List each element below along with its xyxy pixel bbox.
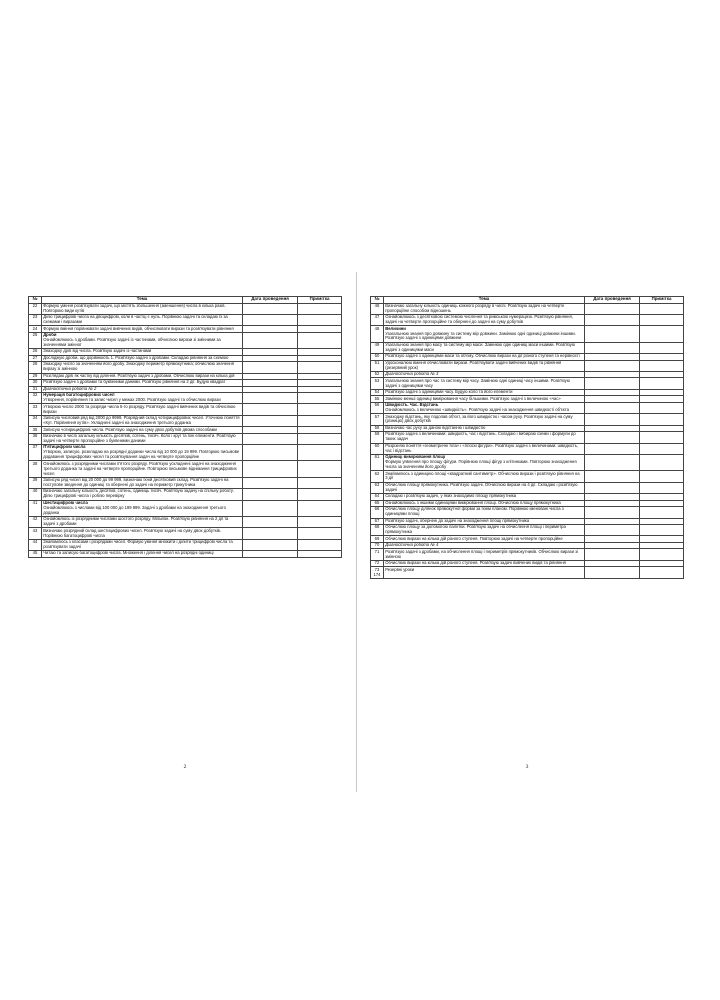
lesson-topic: Записую числовий ряд від 2000 до 9999. Розрядний склад чотирицифрових чисел. Уточнюю поняття «Кут. Порівняння кутів». Укладнені задачі на знаходження третього доданка: [42, 415, 243, 426]
lesson-topic: Величини Узагальнюю знання про довжину та систему мір довжини. Замінюю одні одиниці довжини іншими. Розв'язую задачі з одиницями довжини: [384, 326, 585, 342]
date-cell[interactable]: [585, 471, 640, 482]
date-cell[interactable]: [585, 454, 640, 470]
date-cell[interactable]: [585, 432, 640, 443]
lesson-number: 56: [371, 402, 384, 413]
date-cell[interactable]: [243, 516, 298, 527]
lesson-number: 48: [371, 326, 384, 342]
note-cell[interactable]: [298, 500, 342, 516]
table-row: [371, 482, 684, 493]
date-cell[interactable]: [585, 567, 640, 578]
lesson-topic: Узагальнюю знання про масу та систему мір маси. Замінюю одні одиниці маси іншими. Розв'язую задачі з одиницями маси: [384, 342, 585, 353]
lesson-number: 45: [29, 551, 42, 558]
lesson-topic: Обчислюю площу ділянок прямокутної форми за їхнім планом. Порівнюю іменовані числа з одиницями площі: [384, 507, 585, 518]
lesson-topic: Дроби Ознайомлююсь з дробами. Розв'язую задачі із частинами, обчислюю вирази зі змінними за значеннями змінної: [42, 332, 243, 348]
date-cell[interactable]: [243, 539, 298, 550]
date-cell[interactable]: [585, 482, 640, 493]
lesson-topic: Досліджую дроби, що дорівнюють 1. Розв'язую задачі з дробами. Складаю рівняння за схемою: [42, 355, 243, 362]
lesson-number: 55: [371, 396, 384, 403]
note-cell[interactable]: [298, 539, 342, 550]
lesson-number: 66: [371, 507, 384, 518]
table-row: [371, 342, 684, 353]
lesson-topic: Розв'язую задачі з дробами та буквеними даними. Розв'язую рівняння на 2 дії. Будую квадрат: [42, 380, 243, 387]
lesson-number: 38: [29, 461, 42, 477]
table-row: [29, 551, 342, 558]
page-number: 3: [525, 764, 529, 770]
date-cell[interactable]: [585, 549, 640, 560]
lesson-number: 42: [29, 516, 42, 527]
lesson-topic: Обчислюю площу за допомогою палетки. Розв'язую задачі на обчислення площі і периметра прямокутника: [384, 525, 585, 536]
table-row: [29, 477, 342, 488]
lesson-number: 36: [29, 433, 42, 444]
lesson-number: 39: [29, 477, 42, 488]
note-cell[interactable]: [640, 482, 684, 493]
table-row: [29, 362, 342, 373]
lesson-topic: Удосконалюю вміння обчислювати вирази. Розв'язувати задачі вивчених видів та рівняння (резервний урок): [384, 360, 585, 371]
lesson-number: 60: [371, 443, 384, 454]
date-cell[interactable]: [243, 314, 298, 325]
date-cell[interactable]: [585, 402, 640, 413]
date-cell[interactable]: [243, 500, 298, 516]
table-row: [371, 507, 684, 518]
note-cell[interactable]: [298, 477, 342, 488]
date-cell[interactable]: [585, 360, 640, 371]
lesson-number: 34: [29, 415, 42, 426]
note-cell[interactable]: [298, 393, 342, 404]
page-right: [370, 296, 684, 776]
lesson-topic: Читаю та записую багатоцифрові числа. Множення і ділення чисел на розрядні одиниці: [42, 551, 243, 558]
note-cell[interactable]: [640, 432, 684, 443]
date-cell[interactable]: [243, 433, 298, 444]
lesson-topic: Ознайомлююсь з десятковою системою числення та римською нумерацією. Розв'язую рівняння, задачі на четверте пропорційне та обернені до задачі на суму добутків: [384, 314, 585, 325]
table-row: [371, 525, 684, 536]
lesson-number: 32: [29, 393, 42, 404]
lesson-topic: Визначаю загальну кількість одиниць кожного розряду в числі. Розв'язую задачі на четверте пропорційне способом відношень: [384, 303, 585, 314]
page-spread-divider: [356, 272, 357, 792]
date-cell[interactable]: [585, 525, 640, 536]
section-heading: П'ятицифрові числа: [43, 444, 86, 450]
lesson-number: 53: [371, 378, 384, 389]
note-cell[interactable]: [640, 303, 684, 314]
lesson-topic: Розв'язую задачі з величинами: швидкість, час і відстань. Складаю і вибираю схеми і формули до таких задач: [384, 432, 585, 443]
lesson-number: 73 174: [371, 567, 384, 578]
table-row: [371, 360, 684, 371]
table-row: [29, 314, 342, 325]
lesson-topic: Знайомлюсь з класами і розрядами чисел. Формую уміння множити і ділити трицифрові числа та розв'язувати задачі: [42, 539, 243, 550]
table-row: [371, 326, 684, 342]
table-row: [371, 567, 684, 578]
lesson-topic: Розрізняю поняття «геометричні тіла» і «плоскі фігури». Розв'язую задачі з величинами: швидкість, час і відстань: [384, 443, 585, 454]
date-cell[interactable]: [585, 342, 640, 353]
table-row: [29, 332, 342, 348]
date-cell[interactable]: [243, 393, 298, 404]
date-cell[interactable]: [243, 303, 298, 314]
lesson-number: 46: [371, 303, 384, 314]
note-cell[interactable]: [298, 314, 342, 325]
header-date: Дата проведення: [243, 297, 298, 304]
lesson-topic: Обчислюю вирази на кілька дій різного ступеня. Розв'язую задачі вивчених видів та рівняння: [384, 560, 585, 567]
lesson-number: 52: [371, 371, 384, 378]
lesson-number: 47: [371, 314, 384, 325]
lesson-topic: Ознайомлюсь із розрядними числами шостого розряду. Мільйон. Розв'язую рівняння на 2 дії та задачі з дробами: [42, 516, 243, 527]
lesson-number: 63: [371, 482, 384, 493]
lesson-topic: Визначаю розрядний склад шестицифрових чисел. Розв'язую задачі на суму двох добутків. Порівнюю багатоцифрові числа: [42, 528, 243, 539]
table-row: [29, 528, 342, 539]
lesson-number: 35: [29, 427, 42, 434]
lesson-topic: Шестицифрові числа Ознайомлююсь з числами від 100 000 до 199 999. Задачі з дробами на знаходження третього доданка: [42, 500, 243, 516]
table-row: [29, 303, 342, 314]
lesson-topic: Знайомлюсь з одиницею площі «квадратний сантиметр». Обчислюю вирази і розв'язую рівняння на 3 дії: [384, 471, 585, 482]
lesson-topic: Ознайомлююсь з іншими одиницями вимірювання площі. Обчислюю площу прямокутника: [384, 500, 585, 507]
lesson-topic: Діагностична робота № 2: [42, 386, 243, 393]
header-note: Примітка: [640, 297, 684, 304]
lesson-topic: Одиниці вимірювання площі Формую уявлення про площу фігури. Порівнюю площі фігур з клітинками. Повторюю знаходження числа за значенням його дробу: [384, 454, 585, 470]
table-row: [371, 378, 684, 389]
lesson-topic: Утворюю число 2000 та розряди числа 5-го розряду. Розв'язую задачі вивчених видів та обчислюю вирази: [42, 404, 243, 415]
header-topic: Тема: [42, 297, 243, 304]
lesson-topic: Резервні уроки: [384, 567, 585, 578]
note-cell[interactable]: [640, 342, 684, 353]
lesson-topic: Узагальнюю знання про час та систему мір часу. Замінюю одні одиниці часу іншими. Розв'язую задачі з одиницями часу: [384, 378, 585, 389]
lesson-number: 31: [29, 386, 42, 393]
table-body-right: [371, 303, 684, 578]
note-cell[interactable]: [640, 326, 684, 342]
table-body-left: [29, 303, 342, 557]
lesson-topic: Розглядаю дріб як частку від ділення. Розв'язую задачі з дробами. Обчислюю вирази на кілька дій: [42, 373, 243, 380]
lesson-topic: Обчислюю площу прямокутника. Розв'язую задачі. Обчислюю вирази на 4 дії. Складаю і розв'язую задачі: [384, 482, 585, 493]
lesson-topic: Ділю трицифрові числа на двоцифрові, коли в частці є нуль. Порівнюю задачі та складаю їх за схемами і виразами: [42, 314, 243, 325]
lesson-table-right: [370, 296, 684, 579]
date-cell[interactable]: [585, 303, 640, 314]
header-num: №: [371, 297, 384, 304]
header-note: Примітка: [298, 297, 342, 304]
lesson-number: 61: [371, 454, 384, 470]
lesson-number: 24: [29, 326, 42, 333]
note-cell[interactable]: [640, 567, 684, 578]
note-cell[interactable]: [298, 516, 342, 527]
lesson-number: 44: [29, 539, 42, 550]
date-cell[interactable]: [585, 326, 640, 342]
section-heading: Швидкість. Час. Відстань: [385, 402, 439, 408]
table-row: [371, 443, 684, 454]
lesson-topic: Складаю і розв'язую задачі, у яких знаходимо площу прямокутника: [384, 494, 585, 501]
table-row: [29, 433, 342, 444]
note-cell[interactable]: [298, 332, 342, 348]
lesson-topic: Визначаю в числі загальну кількість десятків, сотень, тисяч. Коло і круг та їхні елементи. Розв'язую задачі на четверте пропорційне з буквеними даними: [42, 433, 243, 444]
header-date: Дата проведення: [585, 297, 640, 304]
note-cell[interactable]: [640, 507, 684, 518]
note-cell[interactable]: [298, 528, 342, 539]
table-row: [29, 500, 342, 516]
table-row: [371, 471, 684, 482]
lesson-number: 72: [371, 560, 384, 567]
table-row: [29, 489, 342, 500]
note-cell[interactable]: [640, 471, 684, 482]
section-heading: Нумерація багатоцифрових чисел: [43, 392, 115, 398]
table-row: [371, 414, 684, 425]
lesson-number: 33: [29, 404, 42, 415]
date-cell[interactable]: [243, 404, 298, 415]
table-row: [371, 402, 684, 413]
lesson-topic: Нумерація багатоцифрових чисел Утворення, порівняння та запис чисел у межах 2000. Розв'язую задачі та обчислюю вирази: [42, 393, 243, 404]
table-row: [29, 404, 342, 415]
lesson-number: 37: [29, 445, 42, 461]
lesson-topic: Розв'язую задачі з одиницями часу. Будую коло та його елементи: [384, 389, 585, 396]
lesson-number: 43: [29, 528, 42, 539]
note-cell[interactable]: [640, 360, 684, 371]
note-cell[interactable]: [640, 525, 684, 536]
lesson-number: 41: [29, 500, 42, 516]
note-cell[interactable]: [640, 378, 684, 389]
date-cell[interactable]: [243, 528, 298, 539]
page-number: 2: [183, 764, 187, 770]
lesson-topic: Формую вміння порівнювати задачі вивчених видів, обчислювати вирази та розв'язувати рівняння: [42, 326, 243, 333]
note-cell[interactable]: [298, 415, 342, 426]
lesson-topic: Записую ряд чисел від 20 000 до 99 999, визначаю їхній десятковий склад. Розв'язую задачі на поступове зведення до одиниці та обернені до задачі на периметр трикутника: [42, 477, 243, 488]
table-row: [29, 415, 342, 426]
note-cell[interactable]: [298, 433, 342, 444]
note-cell[interactable]: [298, 489, 342, 500]
table-row: [29, 445, 342, 461]
table-row: [371, 303, 684, 314]
table-row: [29, 516, 342, 527]
note-cell[interactable]: [298, 303, 342, 314]
header-topic: Тема: [384, 297, 585, 304]
date-cell[interactable]: [243, 362, 298, 373]
lesson-number: 22: [29, 303, 42, 314]
date-cell[interactable]: [585, 378, 640, 389]
lesson-number: 54: [371, 389, 384, 396]
note-cell[interactable]: [298, 461, 342, 477]
lesson-number: 59: [371, 432, 384, 443]
lesson-topic: Формую уміння розв'язувати задачі, що містять збільшення (зменшення) числа в кілька разів. Повторюю види кутів: [42, 303, 243, 314]
lesson-topic: Розв'язую задачі, обернені до задачі на знаходження площі прямокутника: [384, 518, 585, 525]
lesson-number: 28: [29, 362, 42, 373]
lesson-topic: Швидкість. Час. Відстань Ознайомлююсь з величиною «швидкість». Розв'язую задачі на знаходження швидкості об'єкта: [384, 402, 585, 413]
lesson-number: 25: [29, 332, 42, 348]
lesson-topic: Діагностична робота № 3: [384, 371, 585, 378]
lesson-number: 40: [29, 489, 42, 500]
lesson-number: 67: [371, 518, 384, 525]
table-row: [371, 454, 684, 470]
note-cell[interactable]: [298, 404, 342, 415]
note-cell[interactable]: [640, 443, 684, 454]
date-cell[interactable]: [243, 445, 298, 461]
table-row: [371, 314, 684, 325]
lesson-number: 58: [371, 425, 384, 432]
lesson-topic: Обчислюю вирази на кілька дій різного ступеня. Повторюю задачі на четверте пропорційне: [384, 536, 585, 543]
lesson-topic: Визначаю час руху за даною відстанню і швидкістю: [384, 425, 585, 432]
table-row: [29, 461, 342, 477]
lesson-topic: Замінюю менші одиниці вимірювання часу більшими. Розв'язую задачі з величиною «час»: [384, 396, 585, 403]
table-row: [371, 549, 684, 560]
lesson-number: 26: [29, 349, 42, 356]
lesson-number: 71: [371, 549, 384, 560]
lesson-number: 23: [29, 314, 42, 325]
table-row: [371, 432, 684, 443]
lesson-number: 69: [371, 536, 384, 543]
table-row: [29, 393, 342, 404]
lesson-number: 49: [371, 342, 384, 353]
lesson-number: 50: [371, 354, 384, 361]
date-cell[interactable]: [243, 489, 298, 500]
note-cell[interactable]: [298, 551, 342, 558]
lesson-number: 62: [371, 471, 384, 482]
note-cell[interactable]: [640, 454, 684, 470]
lesson-number: 65: [371, 500, 384, 507]
header-num: №: [29, 297, 42, 304]
date-cell[interactable]: [585, 443, 640, 454]
lesson-number: 57: [371, 414, 384, 425]
note-cell[interactable]: [640, 414, 684, 425]
note-cell[interactable]: [298, 445, 342, 461]
section-heading: Величини: [385, 325, 406, 331]
lesson-topic: Визначаю загальну кількість десятків, сотень, одиниць тисяч. Розв'язую задачу на спільну роботу. Ділю трицифрові числа і роблю перевірку: [42, 489, 243, 500]
date-cell[interactable]: [585, 314, 640, 325]
lesson-topic: Ознайомлюсь з розрядними числами п'ятого розряду. Розв'язую ускладнені задачі на знаходження третього доданка та задачі на четверте пропорційне. Повторюю письмове віднімання трицифрових чисел: [42, 461, 243, 477]
lesson-number: 51: [371, 360, 384, 371]
date-cell[interactable]: [585, 507, 640, 518]
lesson-topic: Записую чотирицифрові числа. Розв'язую задачі на суму двох добутків двома способами: [42, 427, 243, 434]
lesson-number: 29: [29, 373, 42, 380]
note-cell[interactable]: [640, 314, 684, 325]
lesson-table-left: [28, 296, 342, 558]
lesson-number: 64: [371, 494, 384, 501]
section-heading: Дроби: [43, 332, 57, 338]
date-cell[interactable]: [243, 332, 298, 348]
lesson-topic: П'ятицифрові числа Утворюю, записую, розкладаю на розрядні доданки числа від 10 000 до 19 999. Повторюю письмове додавання трицифрових чисел та розв'язування задач на четверте пропорційне: [42, 445, 243, 461]
section-heading: Шестицифрові числа: [43, 500, 88, 505]
date-cell[interactable]: [243, 415, 298, 426]
lesson-number: 27: [29, 355, 42, 362]
lesson-topic: Знаходжу відстань, яку подолав об'єкт, за його швидкістю і часом руху. Розв'язую задачі на суму (різницю) двох добутків: [384, 414, 585, 425]
lesson-number: 68: [371, 525, 384, 536]
date-cell[interactable]: [585, 414, 640, 425]
lesson-topic: Знаходжу дріб від числа. Розв'язую задачі із частинами: [42, 349, 243, 356]
page-left: [28, 296, 342, 776]
section-heading: Одиниці вимірювання площі: [385, 454, 446, 460]
note-cell[interactable]: [298, 362, 342, 373]
lesson-topic: Знаходжу число за значенням його дробу. Знаходжу периметр прямокутника; обчислюю значення виразу зі змінною: [42, 362, 243, 373]
date-cell[interactable]: [243, 477, 298, 488]
note-cell[interactable]: [640, 549, 684, 560]
lesson-topic: Діагностична робота № 4: [384, 542, 585, 549]
lesson-topic: Розв'язую задачі з дробами, на обчислення площі і периметрів прямокутників. Обчислюю вирази зі змінною: [384, 549, 585, 560]
date-cell[interactable]: [243, 461, 298, 477]
date-cell[interactable]: [243, 551, 298, 558]
lesson-topic: Розв'язую задачі з одиницями маси та об'єму. Обчислюю вирази на дії різного ступеня та нерівності: [384, 354, 585, 361]
note-cell[interactable]: [640, 402, 684, 413]
lesson-number: 70: [371, 542, 384, 549]
lesson-number: 30: [29, 380, 42, 387]
table-row: [29, 539, 342, 550]
